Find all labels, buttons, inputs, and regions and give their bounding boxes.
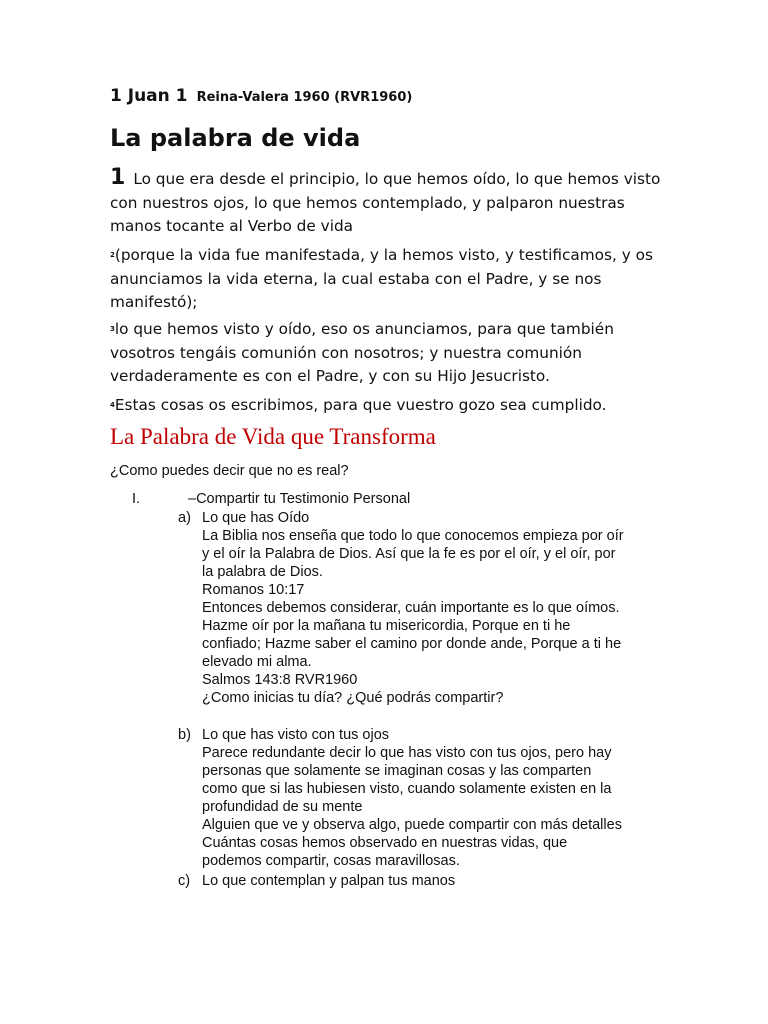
reference-version: Reina-Valera 1960 (RVR1960) bbox=[196, 90, 413, 105]
verse-text: Lo que era desde el principio, lo que hemos oído, lo que hemos visto con nuestros ojos, lo que hemos contemplado, y palparon nuestras manos tocante al Verbo de vida bbox=[110, 170, 661, 235]
verse-3 bbox=[110, 318, 670, 389]
sub-point-line: ¿Como inicias tu día? ¿Qué podrás compartir? bbox=[202, 690, 504, 706]
sub-point-line: como que si las hubiesen visto, cuando solamente existen en la bbox=[202, 781, 612, 797]
verse-2 bbox=[110, 244, 670, 315]
verse-text: (porque la vida fue manifestada, y la hemos visto, y testificamos, y os anunciamos la vida eterna, la cual estaba con el Padre, y se nos manifestó); bbox=[110, 246, 653, 311]
outline-point bbox=[132, 490, 410, 508]
sermon-question: ¿Como puedes decir que no es real? bbox=[110, 463, 349, 479]
sub-point-letter: b) bbox=[178, 727, 191, 743]
sub-point-line: Lo que has Oído bbox=[202, 510, 310, 526]
verse-text: Estas cosas os escribimos, para que vuestro gozo sea cumplido. bbox=[114, 396, 607, 414]
verse-number: 2 bbox=[110, 251, 115, 259]
sub-point-line: Entonces debemos considerar, cuán importante es lo que oímos. bbox=[202, 600, 620, 616]
verse-number: 3 bbox=[110, 325, 115, 333]
point-title: –Compartir tu Testimonio Personal bbox=[188, 491, 411, 507]
sub-point-line: Parece redundante decir lo que has visto con tus ojos, pero hay bbox=[202, 745, 612, 761]
sub-point-line: Alguien que ve y observa algo, puede compartir con más detalles bbox=[202, 817, 622, 833]
sub-point-line: personas que solamente se imaginan cosas y las comparten bbox=[202, 763, 592, 779]
sub-point-line: profundidad de su mente bbox=[202, 799, 363, 815]
sub-point-line: Lo que has visto con tus ojos bbox=[202, 727, 390, 743]
sub-point-letter: a) bbox=[178, 510, 191, 526]
sub-point-a bbox=[178, 509, 668, 707]
verse-number: 4 bbox=[110, 401, 115, 409]
sub-point-line: confiado; Hazme saber el camino por donde ande, Porque a ti he bbox=[202, 636, 622, 652]
sub-point-c bbox=[178, 872, 668, 890]
sub-point-line: Salmos 143:8 RVR1960 bbox=[202, 672, 358, 688]
verse-4 bbox=[110, 394, 670, 418]
reference-book: 1 Juan 1 bbox=[110, 86, 188, 106]
point-numeral: I. bbox=[132, 491, 141, 507]
sub-point-line: elevado mi alma. bbox=[202, 654, 312, 670]
verse-number: 1 bbox=[110, 165, 126, 190]
sub-point-b bbox=[178, 726, 668, 870]
verse-text: lo que hemos visto y oído, eso os anunciamos, para que también vosotros tengáis comunión con nosotros; y nuestra comunión verdaderamente es con el Padre, y con su Hijo Jesucristo. bbox=[110, 320, 614, 385]
verse-1 bbox=[110, 166, 670, 239]
sub-point-line: y el oír la Palabra de Dios. Así que la fe es por el oír, y el oír, por bbox=[202, 546, 616, 562]
sub-point-line: podemos compartir, cosas maravillosas. bbox=[202, 853, 460, 869]
sub-point-letter: c) bbox=[178, 873, 191, 889]
passage-reference bbox=[110, 86, 412, 106]
sub-point-line: Lo que contemplan y palpan tus manos bbox=[202, 873, 456, 889]
section-heading: La palabra de vida bbox=[110, 124, 361, 152]
sub-point-line: la palabra de Dios. bbox=[202, 564, 323, 580]
sermon-title: La Palabra de Vida que Transforma bbox=[110, 424, 436, 449]
sub-point-line: Cuántas cosas hemos observado en nuestras vidas, que bbox=[202, 835, 568, 851]
sub-point-line: La Biblia nos enseña que todo lo que conocemos empieza por oír bbox=[202, 528, 624, 544]
sub-point-line: Romanos 10:17 bbox=[202, 582, 305, 598]
sub-point-line: Hazme oír por la mañana tu misericordia, Porque en ti he bbox=[202, 618, 571, 634]
